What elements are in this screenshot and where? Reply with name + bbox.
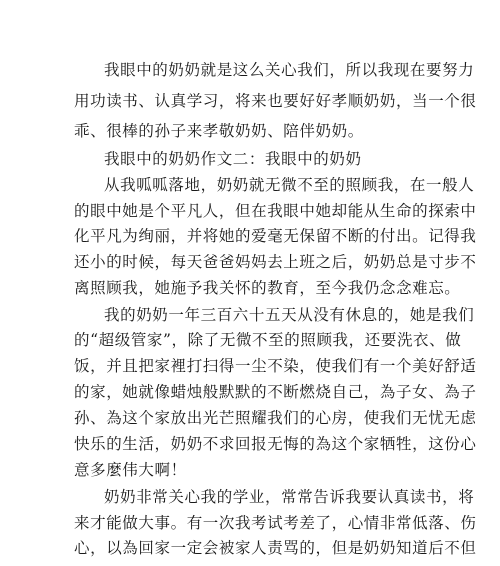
text-line: 快乐的生活，奶奶不求回报无悔的為这个家牺牲，这份心 <box>74 435 477 453</box>
text-line: 奶奶非常关心我的学业，常常告诉我要认真读书，将 <box>104 488 475 506</box>
section-heading: 我眼中的奶奶作文二：我眼中的奶奶 <box>104 150 362 168</box>
text-line: 饭，并且把家裡打扫得一尘不染，使我们有一个美好舒适 <box>74 357 477 375</box>
text-line: 孙、為这个家放出光芒照耀我们的心房，使我们无忧无虑 <box>74 409 477 427</box>
text-line: 来才能做大事。有一次我考试考差了，心情非常低落、伤 <box>74 514 477 532</box>
text-line: 乖、很棒的孙子来孝敬奶奶、陪伴奶奶。 <box>74 122 364 140</box>
text-line: 的家，她就像蜡烛般默默的不断燃烧自己，為子女、為子 <box>74 383 477 401</box>
text-line: 从我呱呱落地，奶奶就无微不至的照顾我，在一般人 <box>104 176 475 194</box>
text-line: 化平凡为绚丽，并将她的爱毫无保留不断的付出。记得我 <box>74 227 477 245</box>
text-line: 意多麼伟大啊！ <box>74 461 187 479</box>
text-line: 用功读书、认真学习，将来也要好好孝顺奶奶，当一个很 <box>74 92 477 110</box>
text-line: 我眼中的奶奶就是这么关心我们，所以我现在要努力 <box>104 61 475 79</box>
text-line: 的眼中她是个平凡人，但在我眼中她却能从生命的探索中 <box>74 202 477 220</box>
text-line: 离照顾我，她施予我关怀的教育，至今我仍念念难忘。 <box>74 279 461 297</box>
text-line: 还小的时候，每天爸爸妈妈去上班之后，奶奶总是寸步不 <box>74 253 477 271</box>
text-line: 心，以為回家一定会被家人责骂的，但是奶奶知道后不但 <box>74 539 477 557</box>
text-line: 我的奶奶一年三百六十五天从没有休息的，她是我们 <box>104 306 475 324</box>
text-line: 的“超级管家”，除了无微不至的照顾我，还要洗衣、做 <box>74 331 462 349</box>
